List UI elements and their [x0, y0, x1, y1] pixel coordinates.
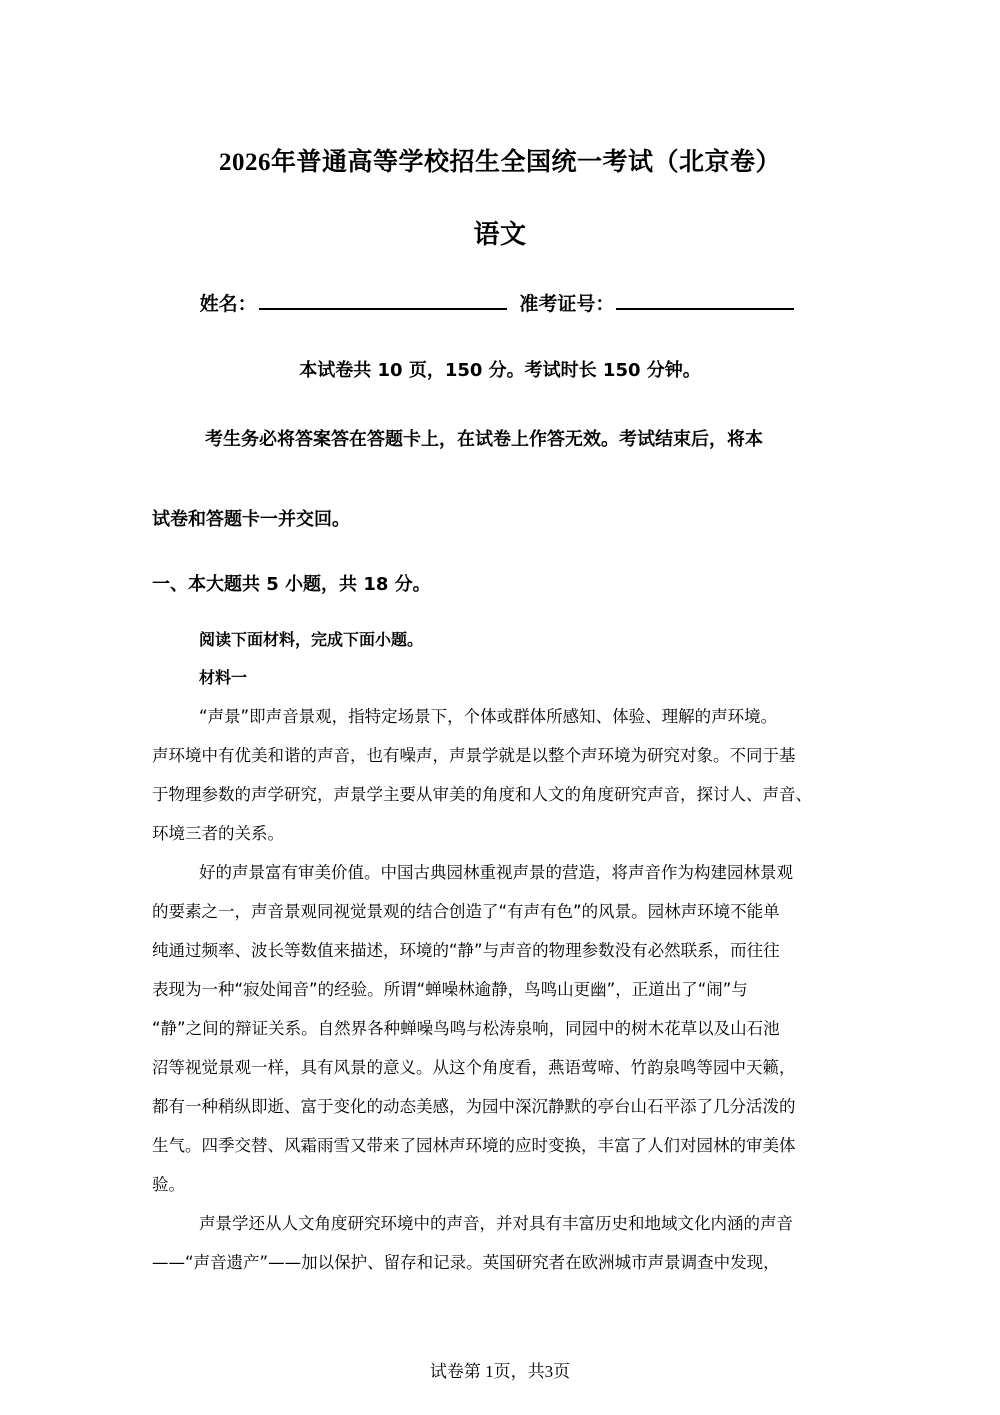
exam-id-label: 准考证号： — [519, 293, 615, 315]
name-blank — [259, 290, 507, 310]
body-line: 好的声景富有审美价值。中国古典园林重视声景的营造，将声音作为构建园林景观 — [199, 863, 793, 882]
page-footer: 试卷第 1页，共3页 — [429, 1362, 571, 1381]
material-label: 材料一 — [199, 668, 248, 687]
body-line: 环境三者的关系。 — [152, 824, 284, 843]
body-line: 声景学还从人文角度研究环境中的声音，并对具有丰富历史和地域文化内涵的声音 — [199, 1214, 793, 1233]
body-line: 生气。四季交替、风霜雨雪又带来了园林声环境的应时变换，丰富了人们对园林的审美体 — [152, 1136, 796, 1155]
instruction-note-line-2: 试卷和答题卡一并交回。 — [152, 509, 350, 530]
body-line: 纯通过频率、波长等数值来描述，环境的“静”与声音的物理参数没有必然联系，而往往 — [152, 941, 780, 960]
subject-title: 语文 — [473, 220, 527, 249]
exam-info-note: 本试卷共 10 页，150 分。考试时长 150 分钟。 — [299, 360, 701, 381]
body-line: 的要素之一，声音景观同视觉景观的结合创造了“有声有色”的风景。园林声环境不能单 — [152, 902, 780, 921]
section-heading: 一、本大题共 5 小题，共 18 分。 — [152, 574, 431, 595]
body-line: ——“声音遗产”——加以保护、留存和记录。英国研究者在欧洲城市声景调查中发现， — [152, 1253, 780, 1272]
body-line: 都有一种稍纵即逝、富于变化的动态美感，为园中深沉静默的亭台山石平添了几分活泼的 — [152, 1097, 796, 1116]
exam-id-blank — [616, 290, 794, 310]
reading-instruction: 阅读下面材料，完成下面小题。 — [199, 630, 424, 649]
body-line: “静”之间的辩证关系。自然界各种蝉噪鸟鸣与松涛泉响，同园中的树木花草以及山石池 — [152, 1019, 780, 1038]
body-line: 表现为一种“寂处闻音”的经验。所谓“蝉噪林逾静，鸟鸣山更幽”，正道出了“闹”与 — [152, 980, 748, 999]
body-line: 于物理参数的声学研究，声景学主要从审美的角度和人文的角度研究声音，探讨人、声音、 — [152, 785, 812, 804]
body-line: “声景”即声音景观，指特定场景下，个体或群体所感知、体验、理解的声环境。 — [199, 707, 778, 726]
body-line: 验。 — [152, 1175, 185, 1194]
instruction-note-line-1: 考生务必将答案答在答题卡上，在试卷上作答无效。考试结束后，将本 — [205, 429, 763, 450]
name-label: 姓名： — [199, 293, 257, 315]
candidate-info-fields — [0, 289, 1000, 316]
body-line: 沼等视觉景观一样，具有风景的意义。从这个角度看，燕语莺啼、竹韵泉鸣等园中天籁， — [152, 1058, 796, 1077]
exam-title: 2026年普通高等学校招生全国统一考试（北京卷） — [218, 149, 781, 176]
body-line: 声环境中有优美和谐的声音，也有噪声，声景学就是以整个声环境为研究对象。不同于基 — [152, 746, 796, 765]
